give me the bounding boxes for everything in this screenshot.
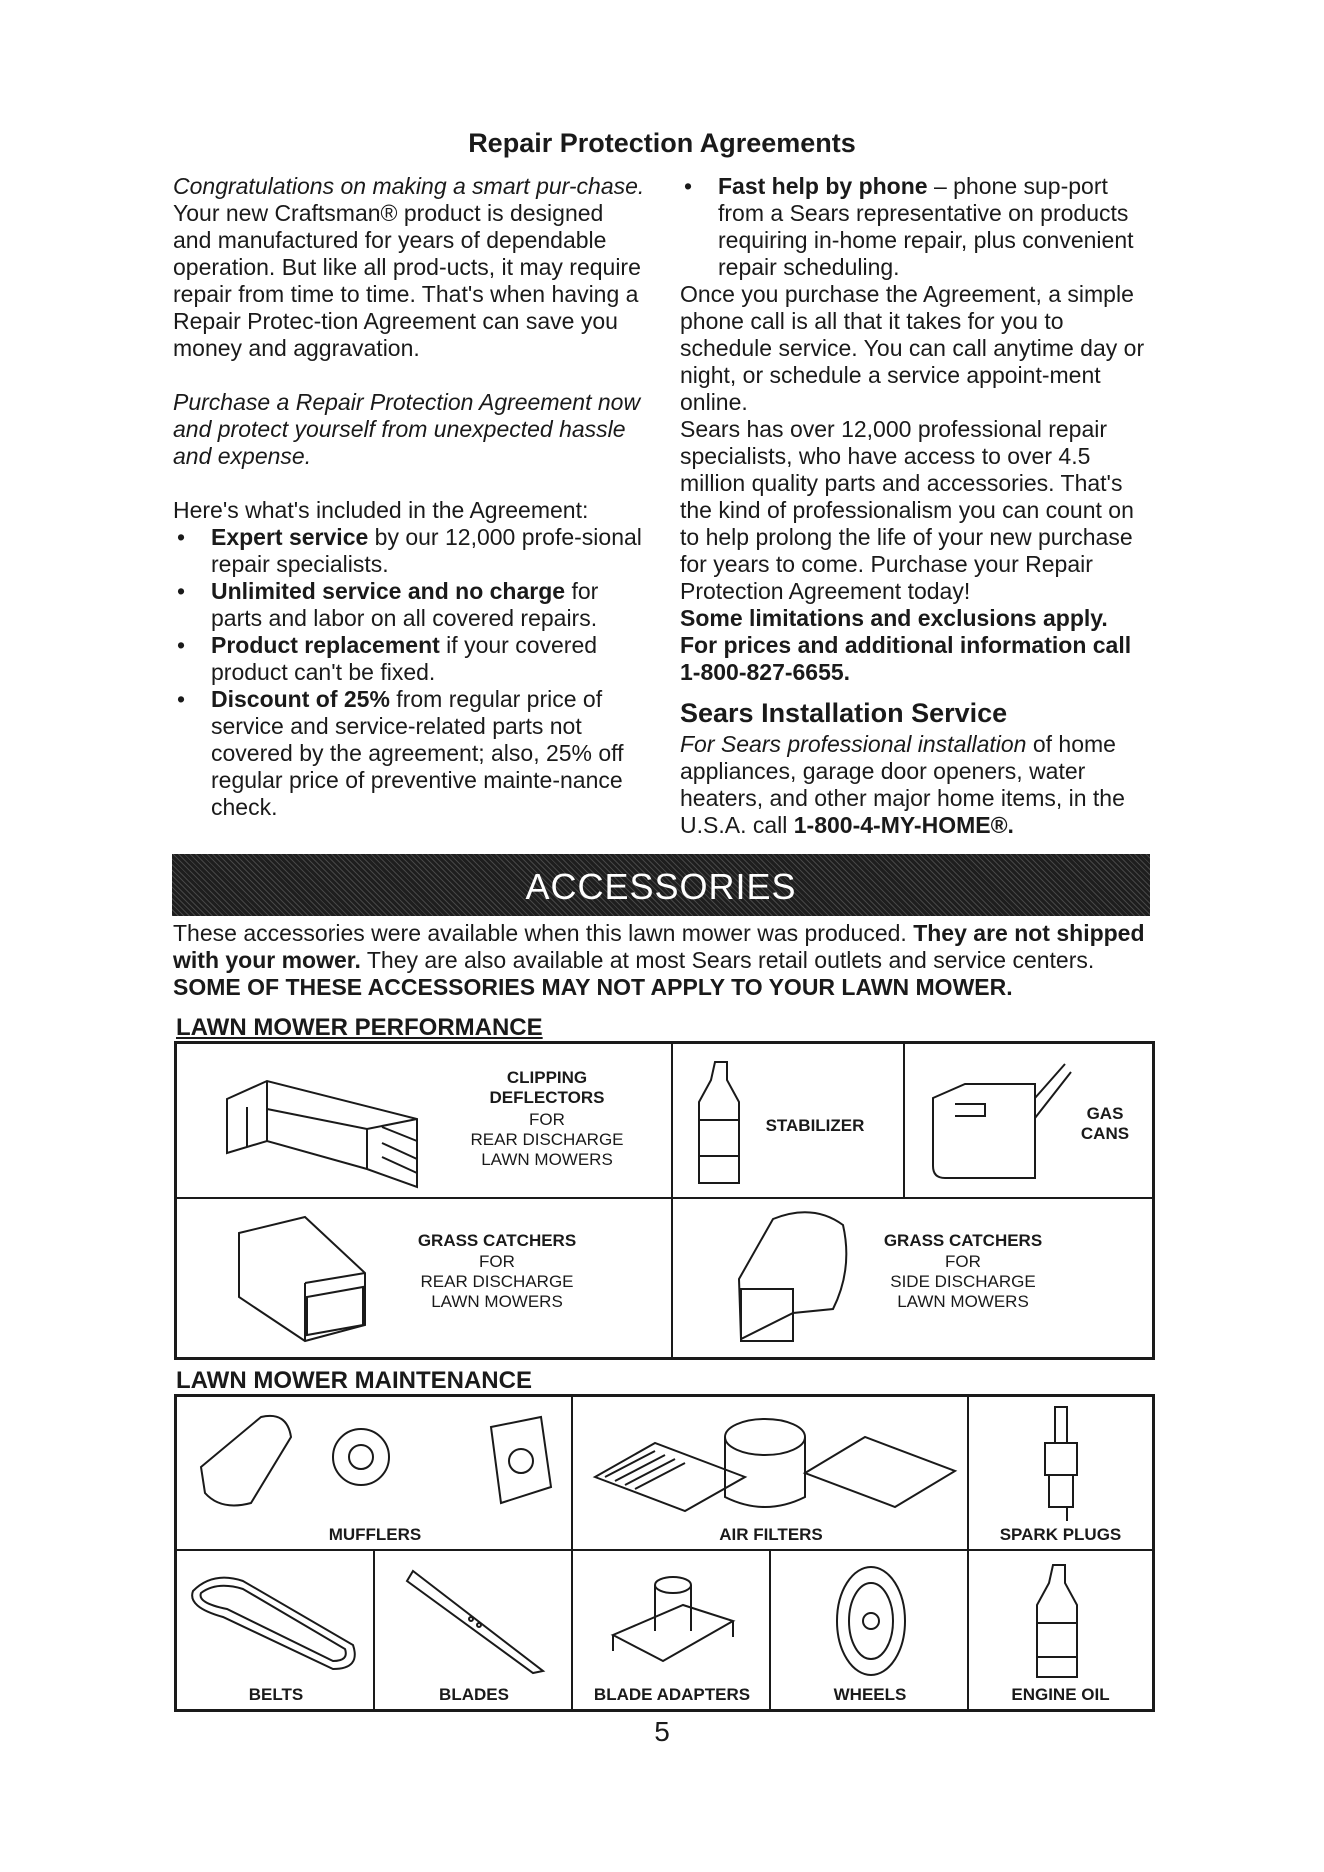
clipping-deflectors-cell <box>177 1044 673 1199</box>
blade-adapters-cell <box>573 1551 771 1709</box>
grass-catchers-side-label: GRASS CATCHERS <box>883 1231 1043 1250</box>
blade-adapters-label: BLADE ADAPTERS <box>593 1685 751 1704</box>
mufflers-label: MUFFLERS <box>328 1525 422 1544</box>
spark-plugs-label: SPARK PLUGS <box>999 1525 1122 1544</box>
bullet-unlimited-service <box>173 578 648 632</box>
blades-label: BLADES <box>439 1685 509 1704</box>
wheels-cell <box>771 1551 969 1709</box>
stabilizer-cell <box>673 1044 905 1199</box>
accessories-text-2: They are also available at most Sears retail outlets and service centers. <box>360 947 1095 973</box>
stabilizer-bottle-icon <box>693 1058 753 1188</box>
bullet-fast-help <box>680 173 1155 281</box>
air-filters-cell <box>573 1397 969 1551</box>
right-column <box>680 173 1155 839</box>
installation-text: of home appliances, garage door openers, water heaters, and other major home items, in the U.S.A. call <box>680 731 1125 838</box>
blade-icon <box>383 1561 563 1681</box>
bullet-bold: Unlimited service and no charge <box>211 578 566 604</box>
intro-paragraph <box>173 173 648 362</box>
air-filters-label: AIR FILTERS <box>719 1525 823 1544</box>
purchase-paragraph: Purchase a Repair Protection Agreement now and protect yourself from unexpected hassle and expense. <box>173 389 641 469</box>
clipping-deflector-icon <box>217 1069 437 1189</box>
clipping-deflectors-label: CLIPPING DEFLECTORS <box>489 1068 605 1107</box>
stabilizer-label: STABILIZER <box>765 1116 865 1135</box>
bullet-text: by our 12,000 profe-sional repair specialists. <box>211 524 642 577</box>
spark-plugs-cell <box>969 1397 1152 1551</box>
accessories-bold-1: They are not shipped with your mower. <box>173 920 1145 973</box>
performance-grid <box>174 1041 1155 1360</box>
engine-oil-bottle-icon <box>1031 1561 1091 1681</box>
intro-italic: Congratulations on making a smart pur-chase. <box>173 173 645 199</box>
installation-italic: For Sears professional installation <box>680 731 1027 757</box>
specialists-paragraph: Sears has over 12,000 professional repair specialists, who have access to over 4.5 million quality parts and accessories. That's the kind of professionalism you can count on to help prolong the life of your new purchase for years to come. Purchase your Repair Protection Agreement today! <box>680 416 1134 604</box>
bullet-discount <box>173 686 648 821</box>
clipping-deflectors-desc: FOR REAR DISCHARGE LAWN MOWERS <box>470 1110 624 1169</box>
bullet-text: – phone sup-port from a Sears representative on products requiring in-home repair, plus convenient repair scheduling. <box>718 173 1134 280</box>
grass-catchers-rear-label: GRASS CATCHERS <box>417 1231 577 1250</box>
bullet-bold: Product replacement <box>211 632 440 658</box>
grass-catchers-side-cell <box>673 1199 1152 1357</box>
gas-cans-label: GAS CANS <box>1080 1104 1130 1143</box>
bullet-product-replacement <box>173 632 648 686</box>
bullet-text: if your covered product can't be fixed. <box>211 632 598 685</box>
wheel-icon <box>781 1561 961 1681</box>
grass-catchers-side-desc: FOR SIDE DISCHARGE LAWN MOWERS <box>890 1252 1036 1311</box>
belts-cell <box>177 1551 375 1709</box>
gas-cans-cell <box>905 1044 1152 1199</box>
air-filter-icon <box>585 1407 955 1517</box>
grass-catcher-rear-icon <box>235 1213 415 1343</box>
bullet-expert-service <box>173 524 648 578</box>
bullet-bold: Discount of 25% <box>211 686 390 712</box>
bullet-bold: Fast help by phone <box>718 173 928 199</box>
prices-info: For prices and additional information call 1-800-827-6655. <box>680 632 1132 685</box>
muffler-icon <box>191 1407 561 1517</box>
belts-label: BELTS <box>248 1685 304 1704</box>
included-intro: Here's what's included in the Agreement: <box>173 497 589 523</box>
accessories-banner-title: ACCESSORIES <box>525 866 797 907</box>
performance-heading: LAWN MOWER PERFORMANCE <box>176 1014 543 1041</box>
gas-can-icon <box>925 1058 1075 1188</box>
page-title: Repair Protection Agreements <box>468 128 856 158</box>
intro-text: Your new Craftsman® product is designed and manufactured for years of dependable operation. But like all prod-ucts, it may require repair from time to time. That's when having a Repair Protec-tion Agreement can save you money and aggravation. <box>173 200 641 361</box>
grass-catcher-side-icon <box>733 1209 873 1349</box>
installation-paragraph <box>680 731 1155 839</box>
agreement-paragraph: Once you purchase the Agreement, a simple phone call is all that it takes for you to schedule service. You can call anytime day or night, or schedule a service appoint-ment online. <box>680 281 1145 415</box>
accessories-intro <box>173 920 1155 1001</box>
blade-adapter-icon <box>583 1561 763 1681</box>
accessories-banner <box>172 854 1150 916</box>
grass-catchers-rear-cell <box>177 1199 673 1357</box>
blades-cell <box>375 1551 573 1709</box>
bullet-text: for parts and labor on all covered repairs. <box>211 578 599 631</box>
page-number: 5 <box>654 1716 670 1747</box>
bullet-text: from regular price of service and service-related parts not covered by the agreement; also, 25% off regular price of preventive mainte-nance check. <box>211 686 624 820</box>
maintenance-heading: LAWN MOWER MAINTENANCE <box>176 1367 542 1397</box>
accessories-bold-2: SOME OF THESE ACCESSORIES MAY NOT APPLY TO YOUR LAWN MOWER. <box>173 974 1013 1000</box>
limitations-note: Some limitations and exclusions apply. <box>680 605 1108 631</box>
installation-heading: Sears Installation Service <box>680 698 1008 728</box>
spark-plug-icon <box>1031 1403 1091 1523</box>
belt-icon <box>183 1561 363 1681</box>
accessories-text-1: These accessories were available when this lawn mower was produced. <box>173 920 914 946</box>
mufflers-cell <box>177 1397 573 1551</box>
engine-oil-cell <box>969 1551 1152 1709</box>
maintenance-grid <box>174 1394 1155 1712</box>
installation-phone: 1-800-4-MY-HOME®. <box>793 812 1014 838</box>
left-column <box>173 173 648 821</box>
bullet-bold: Expert service <box>211 524 369 550</box>
grass-catchers-rear-desc: FOR REAR DISCHARGE LAWN MOWERS <box>420 1252 574 1311</box>
wheels-label: WHEELS <box>833 1685 907 1704</box>
engine-oil-label: ENGINE OIL <box>1011 1685 1110 1704</box>
